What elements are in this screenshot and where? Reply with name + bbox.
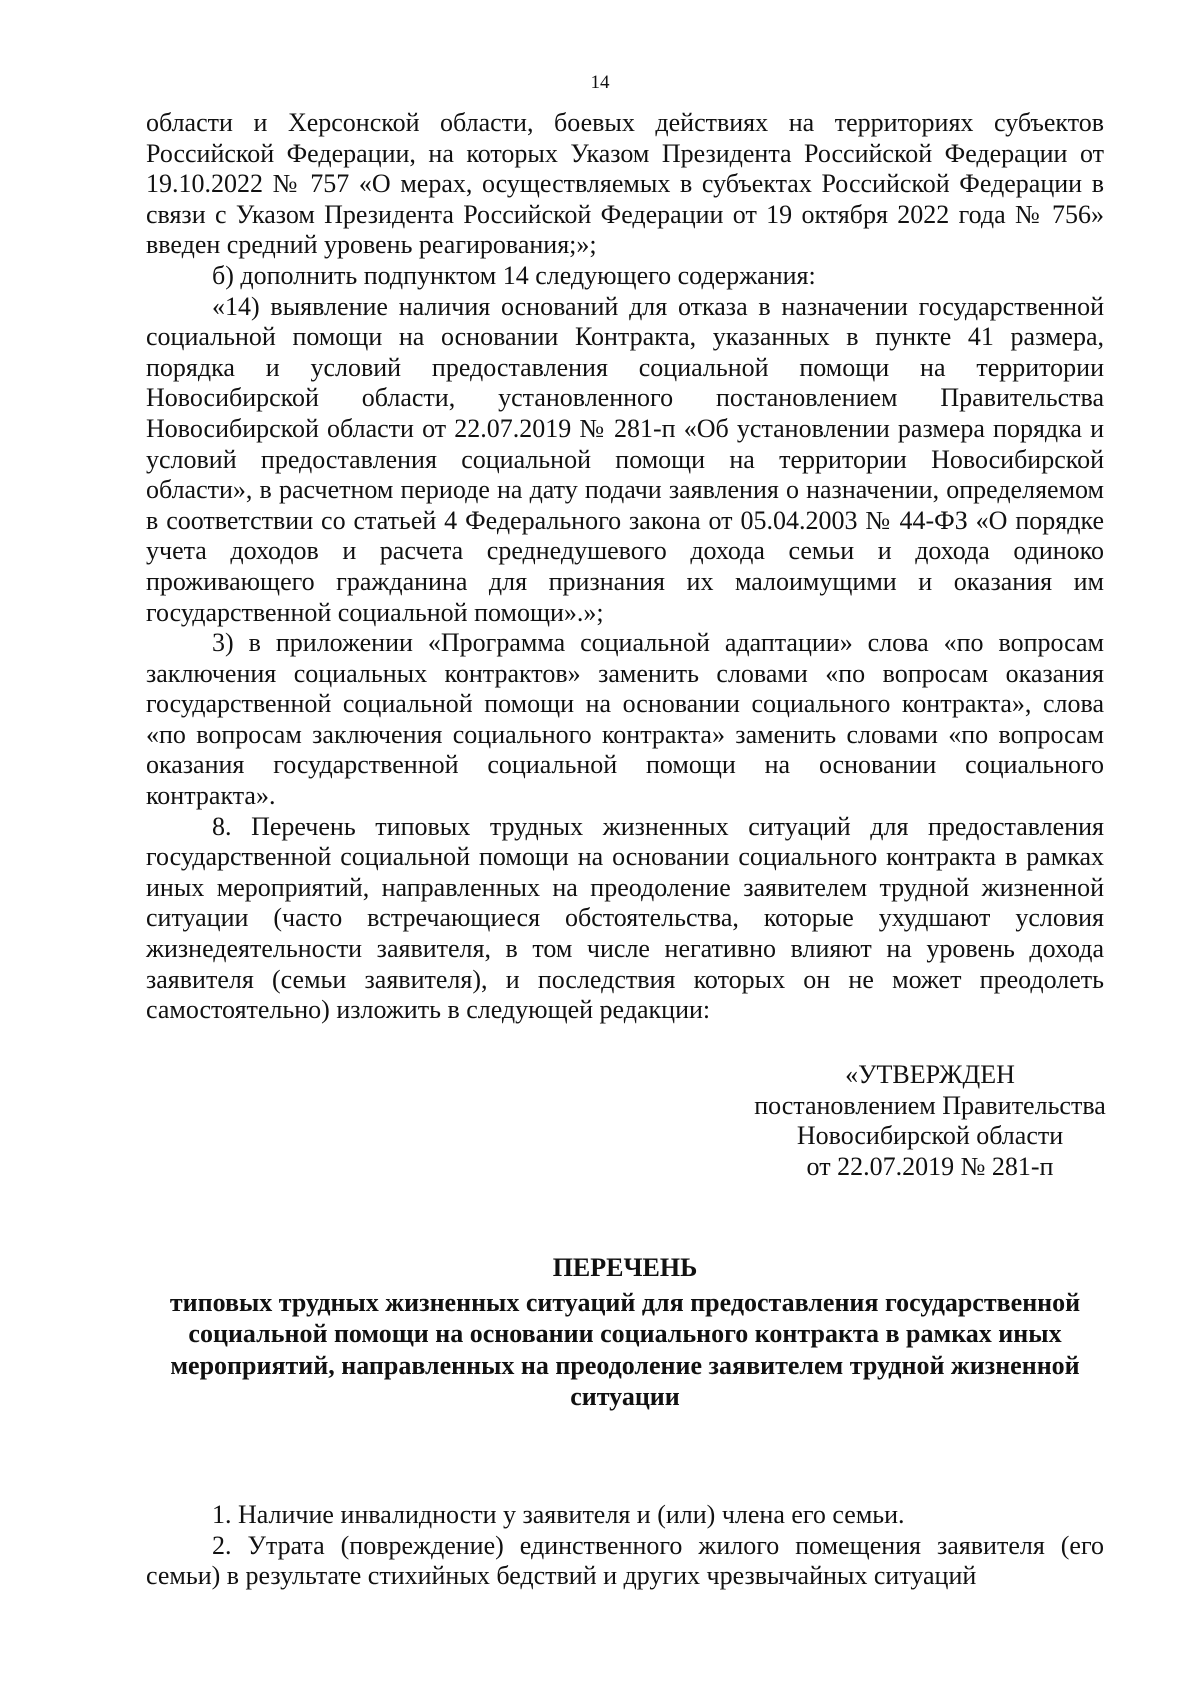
paragraph-item-3: 3) в приложении «Программа социальной адаптации» слова «по вопросам заключения социальных контрактов» заменить словами «по вопросам оказания государственной социальной помощи на основании социального контракта», слова «по вопросам заключения социального контракта» заменить словами «по вопросам оказания государственной социальной помощи на основании социального контракта». (146, 628, 1104, 811)
approval-line-4: от 22.07.2019 № 281-п (806, 1151, 1054, 1181)
approval-line-2: постановлением Правительства (754, 1090, 1106, 1120)
list-heading: ПЕРЕЧЕНЬ (552, 1253, 698, 1282)
list-title-block (140, 1252, 1110, 1413)
list-item: 1. Наличие инвалидности у заявителя и (или) члена его семьи. (212, 1500, 905, 1529)
list-items (146, 1500, 1104, 1592)
approval-line-3: Новосибирской области (796, 1121, 1064, 1151)
list-subtitle: типовых трудных жизненных ситуаций для предоставления государственной социальной помощи на основании социального контракта в рамках иных мероприятий, направленных на преодоление заявителем трудной жизненной ситуации (169, 1287, 1081, 1411)
page-number: 14 (590, 72, 610, 93)
paragraph-subitem-b: б) дополнить подпунктом 14 следующего содержания: (212, 260, 816, 290)
paragraph-subpoint-14: «14) выявление наличия оснований для отказа в назначении государственной социальной помощи на основании Контракта, указанных в пункте 41 размера, порядка и условий предоставления социальной помощи на территории Новосибирской области, установленного постановлением Правительства Новосибирской области от 22.07.2019 № 281-п «Об установлении размера порядка и условий предоставления социальной помощи на территории Новосибирской области», в расчетном периоде на дату подачи заявления о назначении, определяемом в соответствии со статьей 4 Федерального закона от 05.04.2003 № 44-ФЗ «О порядке учета доходов и расчета среднедушевого дохода семьи и дохода одиноко проживающего гражданина для признания их малоимущими и оказания им государственной социальной помощи».»; (146, 291, 1104, 627)
approval-stamp-text (730, 1060, 1130, 1182)
approval-line-1: «УТВЕРЖДЕН (845, 1060, 1015, 1089)
paragraph-item-8: 8. Перечень типовых трудных жизненных ситуаций для предоставления государственной социальной помощи на основании социального контракта в рамках иных мероприятий, направленных на преодоление заявителем трудной жизненной ситуации (часто встречающиеся обстоятельства, которые ухудшают условия жизнедеятельности заявителя, в том числе негативно влияют на уровень дохода заявителя (семьи заявителя), и последствия которых он не может преодолеть самостоятельно) изложить в следующей редакции: (146, 811, 1104, 1025)
body-text (146, 108, 1104, 1026)
list-item: 2. Утрата (повреждение) единственного жилого помещения заявителя (его семьи) в результате стихийных бедствий и других чрезвычайных ситуаций (146, 1530, 1104, 1591)
paragraph-continuation: области и Херсонской области, боевых действиях на территориях субъектов Российской Федерации, на которых Указом Президента Российской Федерации от 19.10.2022 № 757 «О мерах, осуществляемых в субъектах Российской Федерации в связи с Указом Президента Российской Федерации от 19 октября 2022 года № 756» введен средний уровень реагирования;»; (146, 108, 1104, 260)
